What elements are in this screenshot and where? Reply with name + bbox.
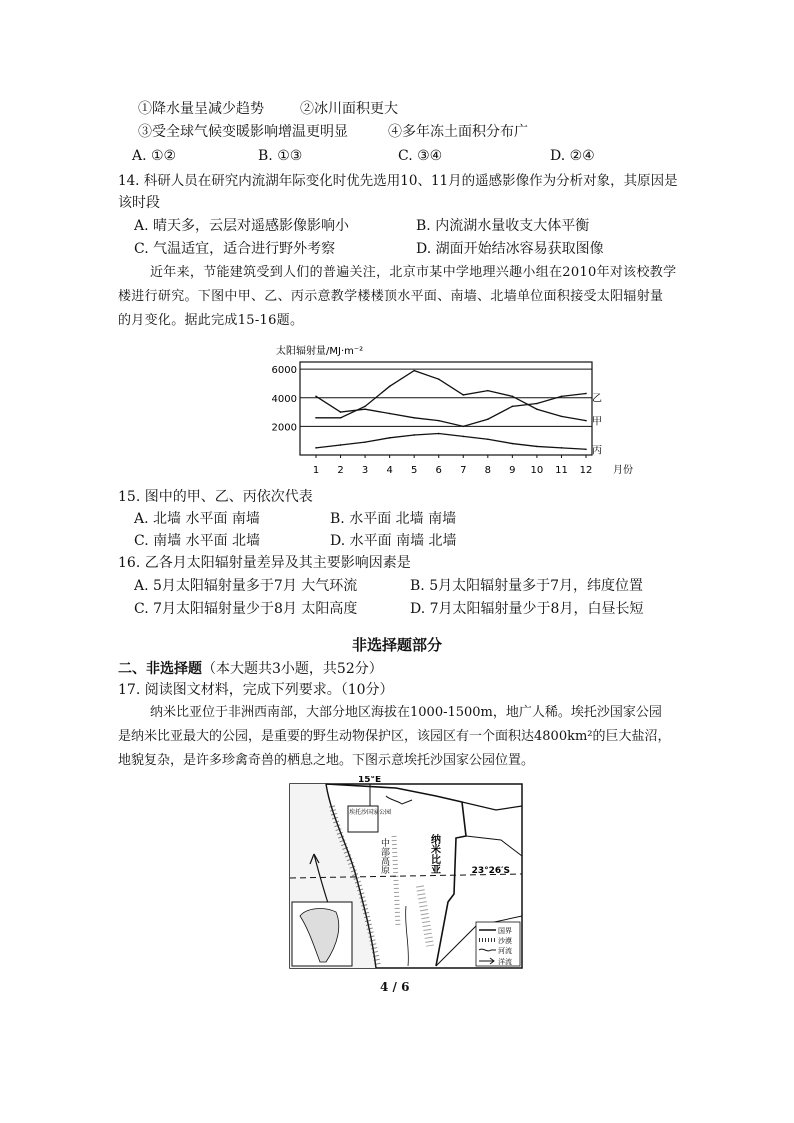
chart-point [340, 444, 342, 446]
q14-stem-cont: 该时段 [118, 195, 160, 211]
q13-choice-c: C. ③④ [398, 148, 443, 164]
chart-point [364, 406, 366, 408]
chart-point [413, 370, 415, 372]
q16-choice-d: D. 7月太阳辐射量少于8月，白昼长短 [410, 601, 644, 617]
chart-xtick-label: 9 [509, 465, 516, 476]
chart-point [536, 446, 538, 448]
q15-choice-b: B. 水平面 北墙 南墙 [330, 511, 457, 527]
chart-xlabel: 月份 [613, 465, 633, 476]
chart-point [389, 413, 391, 415]
q17-line3: 地貌复杂，是许多珍禽奇兽的栖息之地。下图示意埃托沙国家公园位置。 [118, 753, 535, 768]
q17-line1: 纳米比亚位于非洲西南部，大部分地区海拔在1000-1500m，地广人稀。埃托沙国家公园 [150, 705, 662, 720]
chart-point [512, 406, 514, 408]
map-park-label: 埃托沙国家公园 [349, 809, 392, 816]
q14-choice-a: A. 晴天多，云层对遥感影像影响小 [134, 218, 350, 234]
chart-point [315, 396, 317, 398]
chart-xtick-label: 11 [555, 465, 568, 476]
chart-xtick-label: 3 [361, 465, 369, 476]
chart-point [585, 448, 587, 450]
chart-point [462, 436, 464, 438]
chart-point [561, 396, 563, 398]
q17-stem: 17. 阅读图文材料，完成下列要求。（10分） [118, 682, 394, 698]
chart-point [340, 411, 342, 413]
chart-xtick-label: 6 [435, 465, 442, 476]
q16-choice-c: C. 7月太阳辐射量少于8月 太阳高度 [134, 601, 358, 617]
legend-border: 国界 [498, 927, 512, 935]
page-number: 4 / 6 [380, 980, 410, 994]
chart-point [315, 417, 317, 419]
chart-point [364, 408, 366, 410]
chart-series-line [316, 434, 586, 450]
map-region-label: 中部高原 [379, 838, 389, 874]
q15-choice-d: D. 水平面 南墙 北墙 [330, 533, 457, 549]
chart-point [536, 403, 538, 405]
q14-stem: 14. 科研人员在研究内流湖年际变化时优先选用10、11月的遥感影像作为分析对象，其原因是 [118, 173, 678, 189]
intro-1516-line1: 近年来，节能建筑受到人们的普遍关注，北京市某中学地理兴趣小组在2010年对该校教学 [150, 265, 677, 280]
chart-point [561, 447, 563, 449]
legend-current: 洋流 [498, 958, 512, 966]
legend-river: 河流 [498, 947, 512, 955]
q13-option-4: ④多年冻土面积分布广 [388, 124, 528, 140]
chart-point [413, 417, 415, 419]
chart-point [413, 434, 415, 436]
map-country-label: 纳米比亚 [428, 834, 440, 874]
chart-point [438, 420, 440, 422]
chart-xtick-label: 1 [312, 465, 320, 476]
chart-series-label: 丙 [592, 445, 602, 457]
q13-option-2: ②冰川面积更大 [300, 101, 398, 117]
q16-stem: 16. 乙各月太阳辐射量差异及其主要影响因素是 [118, 555, 411, 571]
chart-point [585, 420, 587, 422]
chart-ylabel: 太阳辐射量/MJ·m⁻² [276, 346, 364, 357]
chart-ytick-label: 4000 [271, 393, 297, 405]
chart-ytick-label: 2000 [271, 422, 297, 434]
intro-1516-line3: 的月变化。据此完成15-16题。 [118, 313, 304, 328]
section-note: （本大题共3小题，共52分） [202, 661, 383, 677]
chart-point [340, 417, 342, 419]
chart-point [438, 378, 440, 380]
chart-series-label: 乙 [592, 393, 602, 405]
chart-xtick-label: 12 [579, 465, 593, 476]
chart-plot-area [300, 362, 592, 455]
chart-xtick-label: 4 [386, 465, 393, 476]
chart-point [315, 447, 317, 449]
namibia-map [286, 776, 526, 972]
chart-point [512, 443, 514, 445]
chart-point [487, 390, 489, 392]
chart-point [364, 441, 366, 443]
q17-line2: 是纳米比亚最大的公园，是重要的野生动物保护区，该园区有一个面积达4800km²的巨大盐沼， [118, 729, 671, 744]
chart-point [487, 438, 489, 440]
q15-choice-a: A. 北墙 水平面 南墙 [134, 511, 260, 527]
chart-series-line [316, 371, 586, 421]
chart-point [585, 393, 587, 395]
chart-point [438, 433, 440, 435]
chart-ytick-label: 6000 [271, 365, 297, 377]
map-legend [476, 922, 520, 966]
legend-desert: 沙漠 [498, 937, 512, 945]
chart-point [512, 396, 514, 398]
section-title: 非选择题部分 [352, 636, 443, 654]
q14-choice-d: D. 湖面开始结冰容易获取图像 [416, 241, 604, 257]
q13-choice-a: A. ①② [132, 148, 177, 164]
q16-choice-b: B. 5月太阳辐射量多于7月，纬度位置 [410, 578, 644, 594]
chart-point [536, 408, 538, 410]
q15-stem: 15. 图中的甲、乙、丙依次代表 [118, 489, 313, 505]
chart-point [462, 394, 464, 396]
q13-choice-d: D. ②④ [550, 148, 595, 164]
q13-choice-b: B. ①③ [258, 148, 303, 164]
map-lon-label: 15°E [358, 776, 382, 785]
chart-point [389, 386, 391, 388]
q15-choice-c: C. 南墙 水平面 北墙 [134, 533, 261, 549]
intro-1516-line2: 楼进行研究。下图中甲、乙、丙示意教学楼楼顶水平面、南墙、北墙单位面积接受太阳辐射量 [118, 289, 664, 304]
chart-point [389, 437, 391, 439]
section-heading: 二、非选择题 [118, 661, 202, 677]
chart-series-label: 甲 [592, 416, 602, 428]
chart-xtick-label: 10 [530, 465, 544, 476]
chart-xtick-label: 8 [484, 465, 492, 476]
q16-choice-a: A. 5月太阳辐射量多于7月 大气环流 [134, 578, 358, 594]
solar-radiation-chart [270, 340, 640, 485]
chart-point [462, 426, 464, 428]
chart-point [561, 416, 563, 418]
chart-series-line [316, 393, 586, 426]
map-lat-label: 23°26′S [471, 866, 510, 876]
chart-xtick-label: 2 [337, 465, 344, 476]
chart-xtick-label: 7 [460, 465, 467, 476]
chart-xtick-label: 5 [410, 465, 418, 476]
q14-choice-b: B. 内流湖水量收支大体平衡 [416, 218, 590, 234]
chart-point [487, 418, 489, 420]
q14-choice-c: C. 气温适宜，适合进行野外考察 [134, 241, 336, 257]
q13-option-1: ①降水量呈减少趋势 [138, 101, 264, 117]
q13-option-3: ③受全球气候变暖影响增温更明显 [138, 124, 348, 140]
